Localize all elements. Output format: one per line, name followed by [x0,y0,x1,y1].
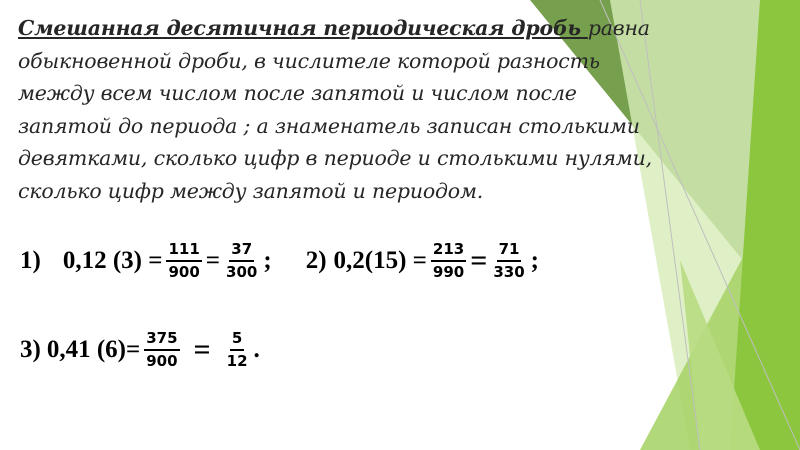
example-1-fraction-1 [166,241,201,281]
example-1-label: 1) [20,247,41,274]
example-1-fraction-2-denominator: 300 [226,263,258,281]
example-3-fraction-2-numerator: 5 [230,330,244,351]
example-3-fraction-1 [144,330,179,370]
example-3-end: . [253,336,260,363]
example-2-fraction-2-denominator: 330 [493,263,525,281]
example-3-fraction-1-numerator: 375 [144,330,179,351]
example-1-end: ; [263,247,272,274]
definition-body: равна обыкновенной дроби, в числителе которой разность между всем числом после запятой и числом после запятой до периода ; а знаменатель записан столькими девятками, сколько цифр в периоде и столькими нулями, сколько цифр между запятой и периодом. [18,16,652,203]
example-2-fraction-1-numerator: 213 [431,241,466,262]
example-3-fraction-2-denominator: 12 [226,352,248,370]
examples-line-1 [20,236,539,286]
example-1-fraction-2-numerator: 37 [229,241,254,262]
example-3-fraction-1-denominator: 900 [146,352,178,370]
example-2-end: ; [530,247,539,274]
example-2-fraction-2-numerator: 71 [497,241,522,262]
definition-text [18,12,658,207]
examples-line-2 [20,325,260,375]
example-1-fraction-2 [224,241,259,281]
example-2-decimal: 0,2(15) = [333,247,427,274]
example-3-decimal: 0,41 (6)= [46,336,141,363]
example-1-fraction-1-denominator: 900 [168,263,200,281]
example-2-fraction-2 [491,241,526,281]
example-2-equals: = [470,244,488,277]
example-3-fraction-2 [225,330,250,370]
example-2-fraction-1-denominator: 990 [432,263,465,281]
example-1-fraction-1-numerator: 111 [166,241,201,262]
example-1-equals: = [205,247,221,274]
example-3-label: 3) [20,336,41,363]
example-2-label: 2) [305,247,327,274]
example-2-fraction-1 [431,241,466,281]
example-3-equals: = [193,333,211,366]
example-1-decimal: 0,12 (3) = [62,247,163,274]
definition-term: Смешанная десятичная периодическая дробь [18,16,588,40]
